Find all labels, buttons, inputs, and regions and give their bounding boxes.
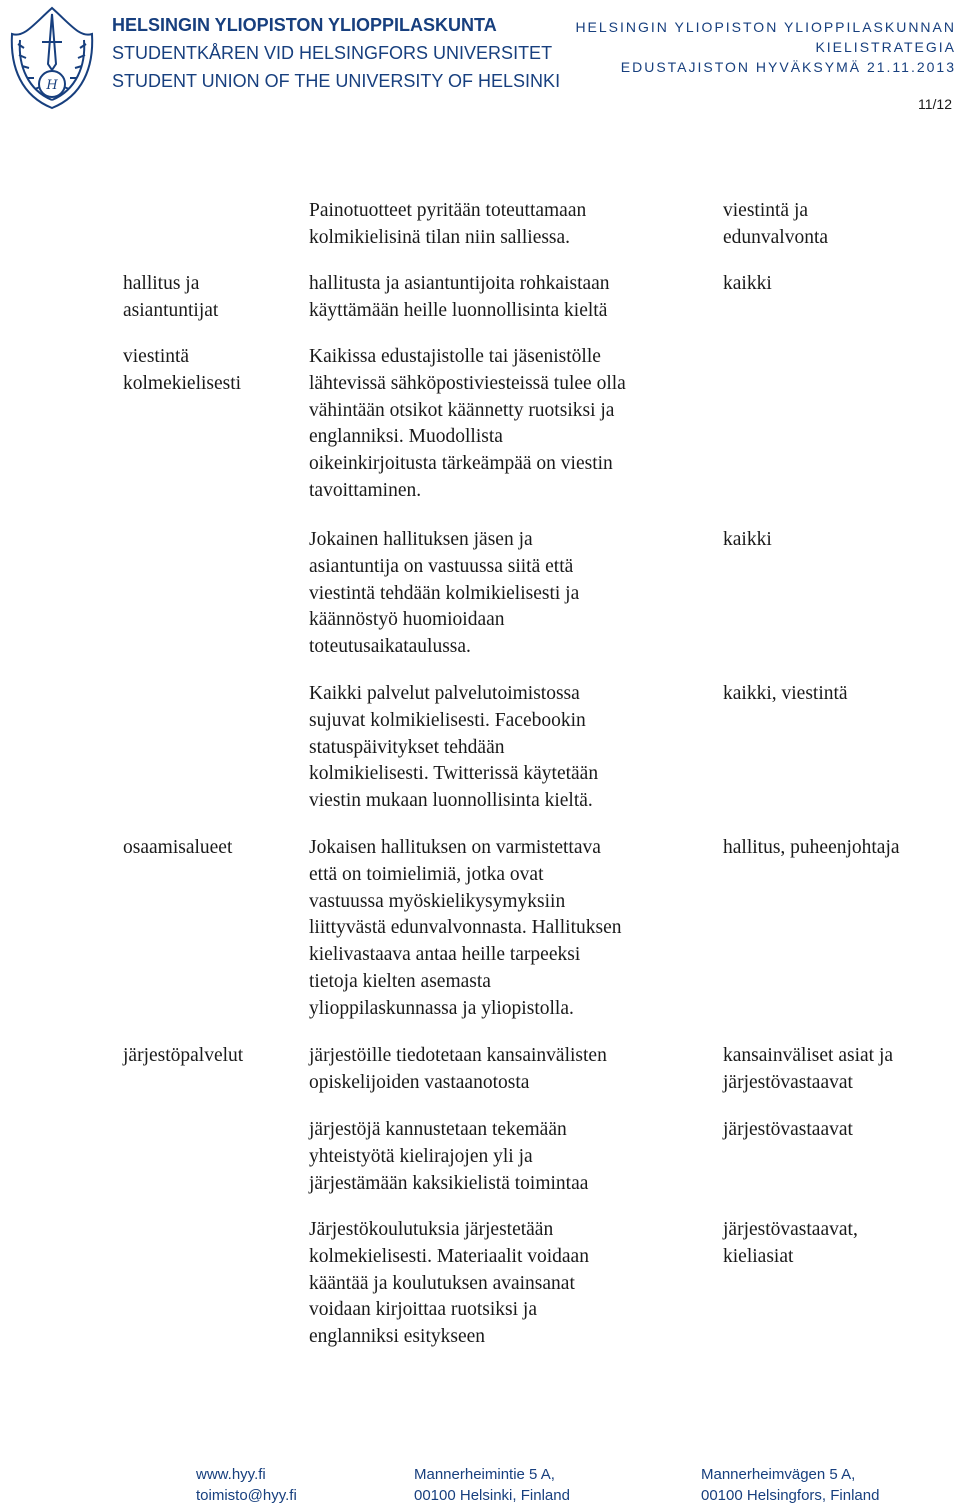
- footer-email-link[interactable]: toimisto@hyy.fi: [196, 1487, 297, 1504]
- table-cell-action: Jokainen hallituksen jäsen ja asiantuntija on vastuussa siitä että viestintä tehdään kolmikielisesti ja käännöstyö huomioidaan toteutusaikataulussa.: [309, 529, 580, 658]
- table-cell-responsible: järjestövastaavat: [723, 1119, 853, 1140]
- footer-address-sv: Mannerheimvägen 5 A, 00100 Helsingfors, Finland: [701, 1466, 880, 1504]
- table-cell-area: järjestöpalvelut: [123, 1045, 244, 1066]
- page-number: 11/12: [918, 96, 952, 112]
- table-cell-action: Jokaisen hallituksen on varmistettava että on toimielimiä, jotka ovat vastuussa myöskielikysymyksiin liittyvästä edunvalvonnasta. Hallituksen kielivastaava antaa heille tarpeeksi tietoja kielten asemasta ylioppilaskunnassa ja yliopistolla.: [309, 837, 622, 1019]
- hyy-seal-logo: [4, 4, 100, 110]
- table-cell-responsible: järjestövastaavat, kieliasiat: [723, 1219, 858, 1267]
- table-cell-action: järjestöjä kannustetaan tekemään yhteistyötä kielirajojen yli ja järjestämään kaksikielistä toimintaa: [309, 1119, 589, 1194]
- svg-text:H: H: [46, 78, 58, 93]
- table-cell-action: Kaikissa edustajistolle tai jäsenistölle lähtevissä sähköpostiviesteissä tulee olla vähintään otsikot käännetty ruotsiksi ja englanniksi. Muodollista oikeinkirjoitusta tärkeämpää on viestin tavoittaminen.: [309, 346, 626, 501]
- table-cell-responsible: kaikki: [723, 273, 772, 294]
- table-cell-action: Järjestökoulutuksia järjestetään kolmekielisesti. Materiaalit voidaan kääntää ja koulutuksen avainsanat voidaan kirjoittaa ruotsiksi ja englanniksi esitykseen: [309, 1219, 589, 1348]
- footer-contact: [196, 1464, 297, 1506]
- table-cell-area: hallitus ja asiantuntijat: [123, 273, 219, 321]
- footer-address-fi: Mannerheimintie 5 A, 00100 Helsinki, Finland: [414, 1466, 570, 1504]
- document-title-line-1: HELSINGIN YLIOPISTON YLIOPPILASKUNNAN: [575, 19, 956, 35]
- table-cell-responsible: kaikki, viestintä: [723, 683, 848, 704]
- table-cell-responsible: hallitus, puheenjohtaja: [723, 837, 900, 858]
- org-name-fi: HELSINGIN YLIOPISTON YLIOPPILASKUNTA: [112, 15, 497, 35]
- table-cell-responsible: kansainväliset asiat ja järjestövastaavat: [723, 1045, 894, 1093]
- table-cell-responsible: viestintä ja edunvalvonta: [723, 200, 829, 248]
- org-name-en: STUDENT UNION OF THE UNIVERSITY OF HELSINKI: [112, 71, 561, 91]
- table-cell-action: Kaikki palvelut palvelutoimistossa sujuvat kolmikielisesti. Facebookin statuspäivitykset tehdään kolmikielisesti. Twitterissä käytetään viestin mukaan luonnollisinta kieltä.: [309, 683, 599, 812]
- document-approval-line: EDUSTAJISTON HYVÄKSYMÄ 21.11.2013: [620, 59, 956, 75]
- table-cell-responsible: kaikki: [723, 529, 772, 550]
- footer-web-link[interactable]: www.hyy.fi: [196, 1466, 266, 1483]
- table-cell-area: osaamisalueet: [123, 837, 233, 858]
- table-cell-action: hallitusta ja asiantuntijoita rohkaistaan käyttämään heille luonnollisinta kieltä: [309, 273, 610, 321]
- org-name-sv: STUDENTKÅREN VID HELSINGFORS UNIVERSITET: [112, 43, 553, 63]
- document-title-line-2: KIELISTRATEGIA: [815, 39, 956, 55]
- table-cell-action: Painotuotteet pyritään toteuttamaan kolmikielisinä tilan niin salliessa.: [309, 200, 587, 248]
- table-cell-action: järjestöille tiedotetaan kansainvälisten opiskelijoiden vastaanotosta: [309, 1045, 607, 1093]
- table-cell-area: viestintä kolmekielisesti: [123, 346, 242, 394]
